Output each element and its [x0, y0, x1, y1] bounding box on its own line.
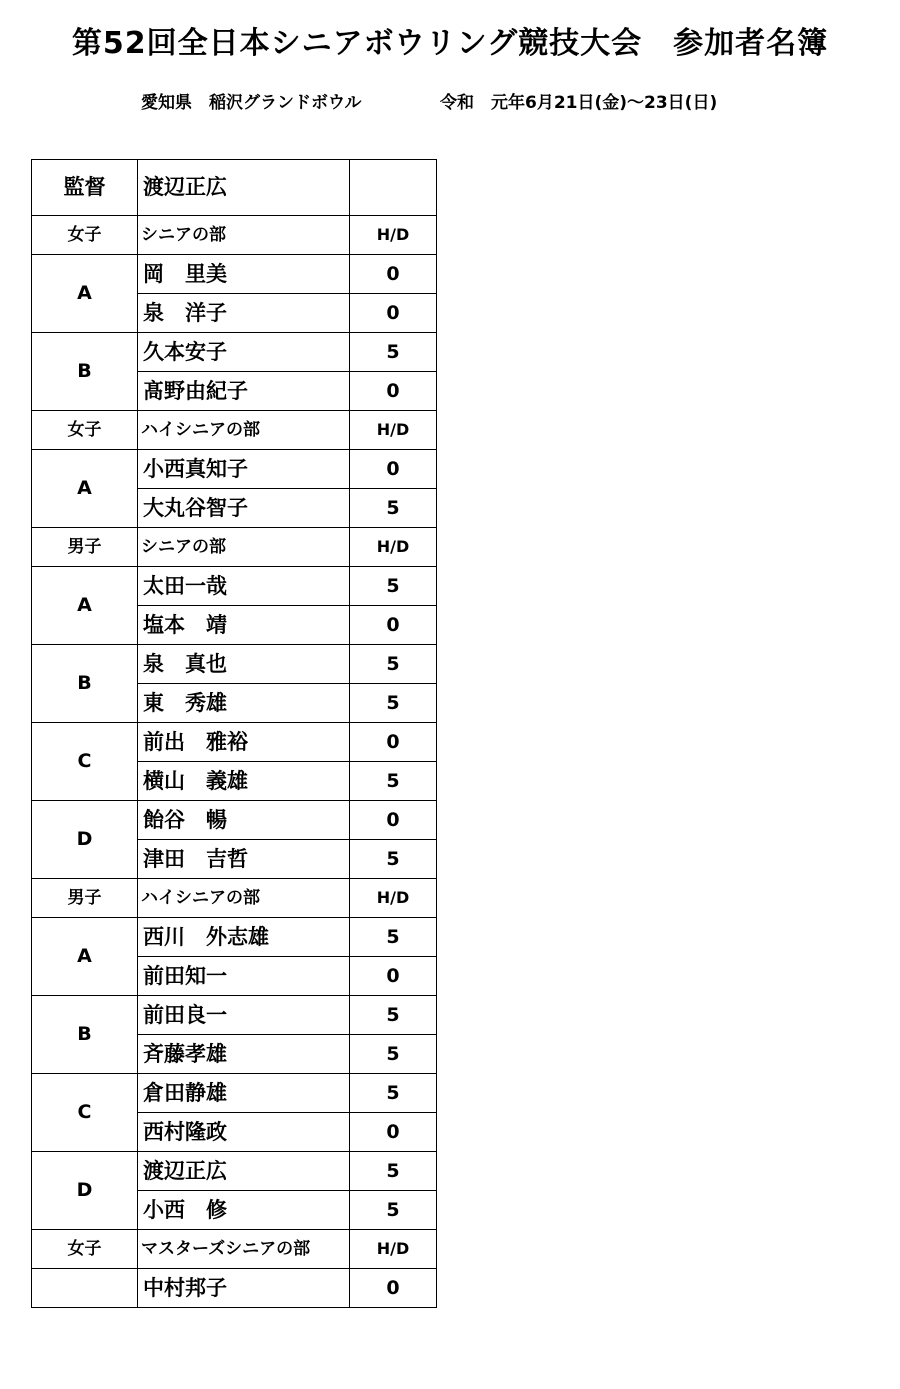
player-name: 髙野由紀子 [138, 372, 350, 411]
player-name: 西村隆政 [138, 1113, 350, 1152]
section-gender: 女子 [32, 411, 138, 450]
player-row [32, 801, 437, 840]
player-row [32, 1152, 437, 1191]
section-gender: 女子 [32, 216, 138, 255]
player-hd: 5 [350, 1191, 437, 1230]
section-division: マスターズシニアの部 [138, 1230, 350, 1269]
team-label: C [32, 1074, 138, 1152]
player-name: 斉藤孝雄 [138, 1035, 350, 1074]
section-header-row [32, 528, 437, 567]
player-name: 渡辺正広 [138, 1152, 350, 1191]
player-hd: 5 [350, 918, 437, 957]
section-division: ハイシニアの部 [138, 411, 350, 450]
player-name: 西川 外志雄 [138, 918, 350, 957]
manager-label: 監督 [32, 160, 138, 216]
player-hd: 5 [350, 1035, 437, 1074]
player-row [32, 1074, 437, 1113]
section-division: ハイシニアの部 [138, 879, 350, 918]
section-header-row [32, 216, 437, 255]
player-hd: 0 [350, 723, 437, 762]
section-hd-label: H/D [350, 1230, 437, 1269]
player-name: 小西 修 [138, 1191, 350, 1230]
player-name: 塩本 靖 [138, 606, 350, 645]
player-row [32, 1269, 437, 1308]
player-name: 前出 雅裕 [138, 723, 350, 762]
player-name: 津田 吉哲 [138, 840, 350, 879]
manager-name: 渡辺正広 [138, 160, 350, 216]
player-hd: 0 [350, 1113, 437, 1152]
player-name: 飴谷 暢 [138, 801, 350, 840]
player-name: 前田知一 [138, 957, 350, 996]
player-hd: 0 [350, 450, 437, 489]
team-label: A [32, 918, 138, 996]
venue-text: 愛知県 稲沢グランドボウル [141, 93, 362, 113]
player-hd: 5 [350, 840, 437, 879]
section-header-row [32, 879, 437, 918]
roster-table [31, 159, 437, 1308]
player-name: 泉 真也 [138, 645, 350, 684]
team-label: B [32, 996, 138, 1074]
player-hd: 5 [350, 567, 437, 606]
player-name: 久本安子 [138, 333, 350, 372]
player-name: 岡 里美 [138, 255, 350, 294]
team-label: B [32, 333, 138, 411]
player-row [32, 333, 437, 372]
player-row [32, 255, 437, 294]
roster-body [32, 160, 437, 1308]
player-row [32, 450, 437, 489]
player-row [32, 723, 437, 762]
section-header-row [32, 1230, 437, 1269]
section-hd-label: H/D [350, 411, 437, 450]
manager-hd [350, 160, 437, 216]
player-hd: 5 [350, 1152, 437, 1191]
section-division: シニアの部 [138, 528, 350, 567]
player-row [32, 996, 437, 1035]
team-label: A [32, 450, 138, 528]
section-hd-label: H/D [350, 528, 437, 567]
section-hd-label: H/D [350, 216, 437, 255]
player-hd: 0 [350, 957, 437, 996]
player-hd: 0 [350, 606, 437, 645]
player-hd: 0 [350, 294, 437, 333]
manager-row [32, 160, 437, 216]
player-name: 東 秀雄 [138, 684, 350, 723]
section-gender: 男子 [32, 528, 138, 567]
player-name: 横山 義雄 [138, 762, 350, 801]
player-hd: 0 [350, 372, 437, 411]
player-hd: 5 [350, 762, 437, 801]
player-name: 泉 洋子 [138, 294, 350, 333]
player-hd: 0 [350, 801, 437, 840]
player-name: 大丸谷智子 [138, 489, 350, 528]
section-gender: 女子 [32, 1230, 138, 1269]
player-name: 小西真知子 [138, 450, 350, 489]
team-label [32, 1269, 138, 1308]
player-row [32, 645, 437, 684]
player-row [32, 918, 437, 957]
player-hd: 5 [350, 645, 437, 684]
player-hd: 5 [350, 333, 437, 372]
player-hd: 0 [350, 255, 437, 294]
player-hd: 5 [350, 996, 437, 1035]
team-label: D [32, 801, 138, 879]
team-label: A [32, 567, 138, 645]
team-label: A [32, 255, 138, 333]
team-label: C [32, 723, 138, 801]
section-header-row [32, 411, 437, 450]
section-hd-label: H/D [350, 879, 437, 918]
player-name: 中村邦子 [138, 1269, 350, 1308]
player-name: 太田一哉 [138, 567, 350, 606]
team-label: B [32, 645, 138, 723]
section-gender: 男子 [32, 879, 138, 918]
player-hd: 5 [350, 489, 437, 528]
player-name: 前田良一 [138, 996, 350, 1035]
date-text: 令和 元年6月21日(金)～23日(日) [440, 93, 718, 113]
section-division: シニアの部 [138, 216, 350, 255]
player-hd: 5 [350, 1074, 437, 1113]
player-name: 倉田静雄 [138, 1074, 350, 1113]
player-row [32, 567, 437, 606]
player-hd: 0 [350, 1269, 437, 1308]
player-hd: 5 [350, 684, 437, 723]
team-label: D [32, 1152, 138, 1230]
page-title: 第52回全日本シニアボウリング競技大会 参加者名簿 [71, 26, 829, 61]
